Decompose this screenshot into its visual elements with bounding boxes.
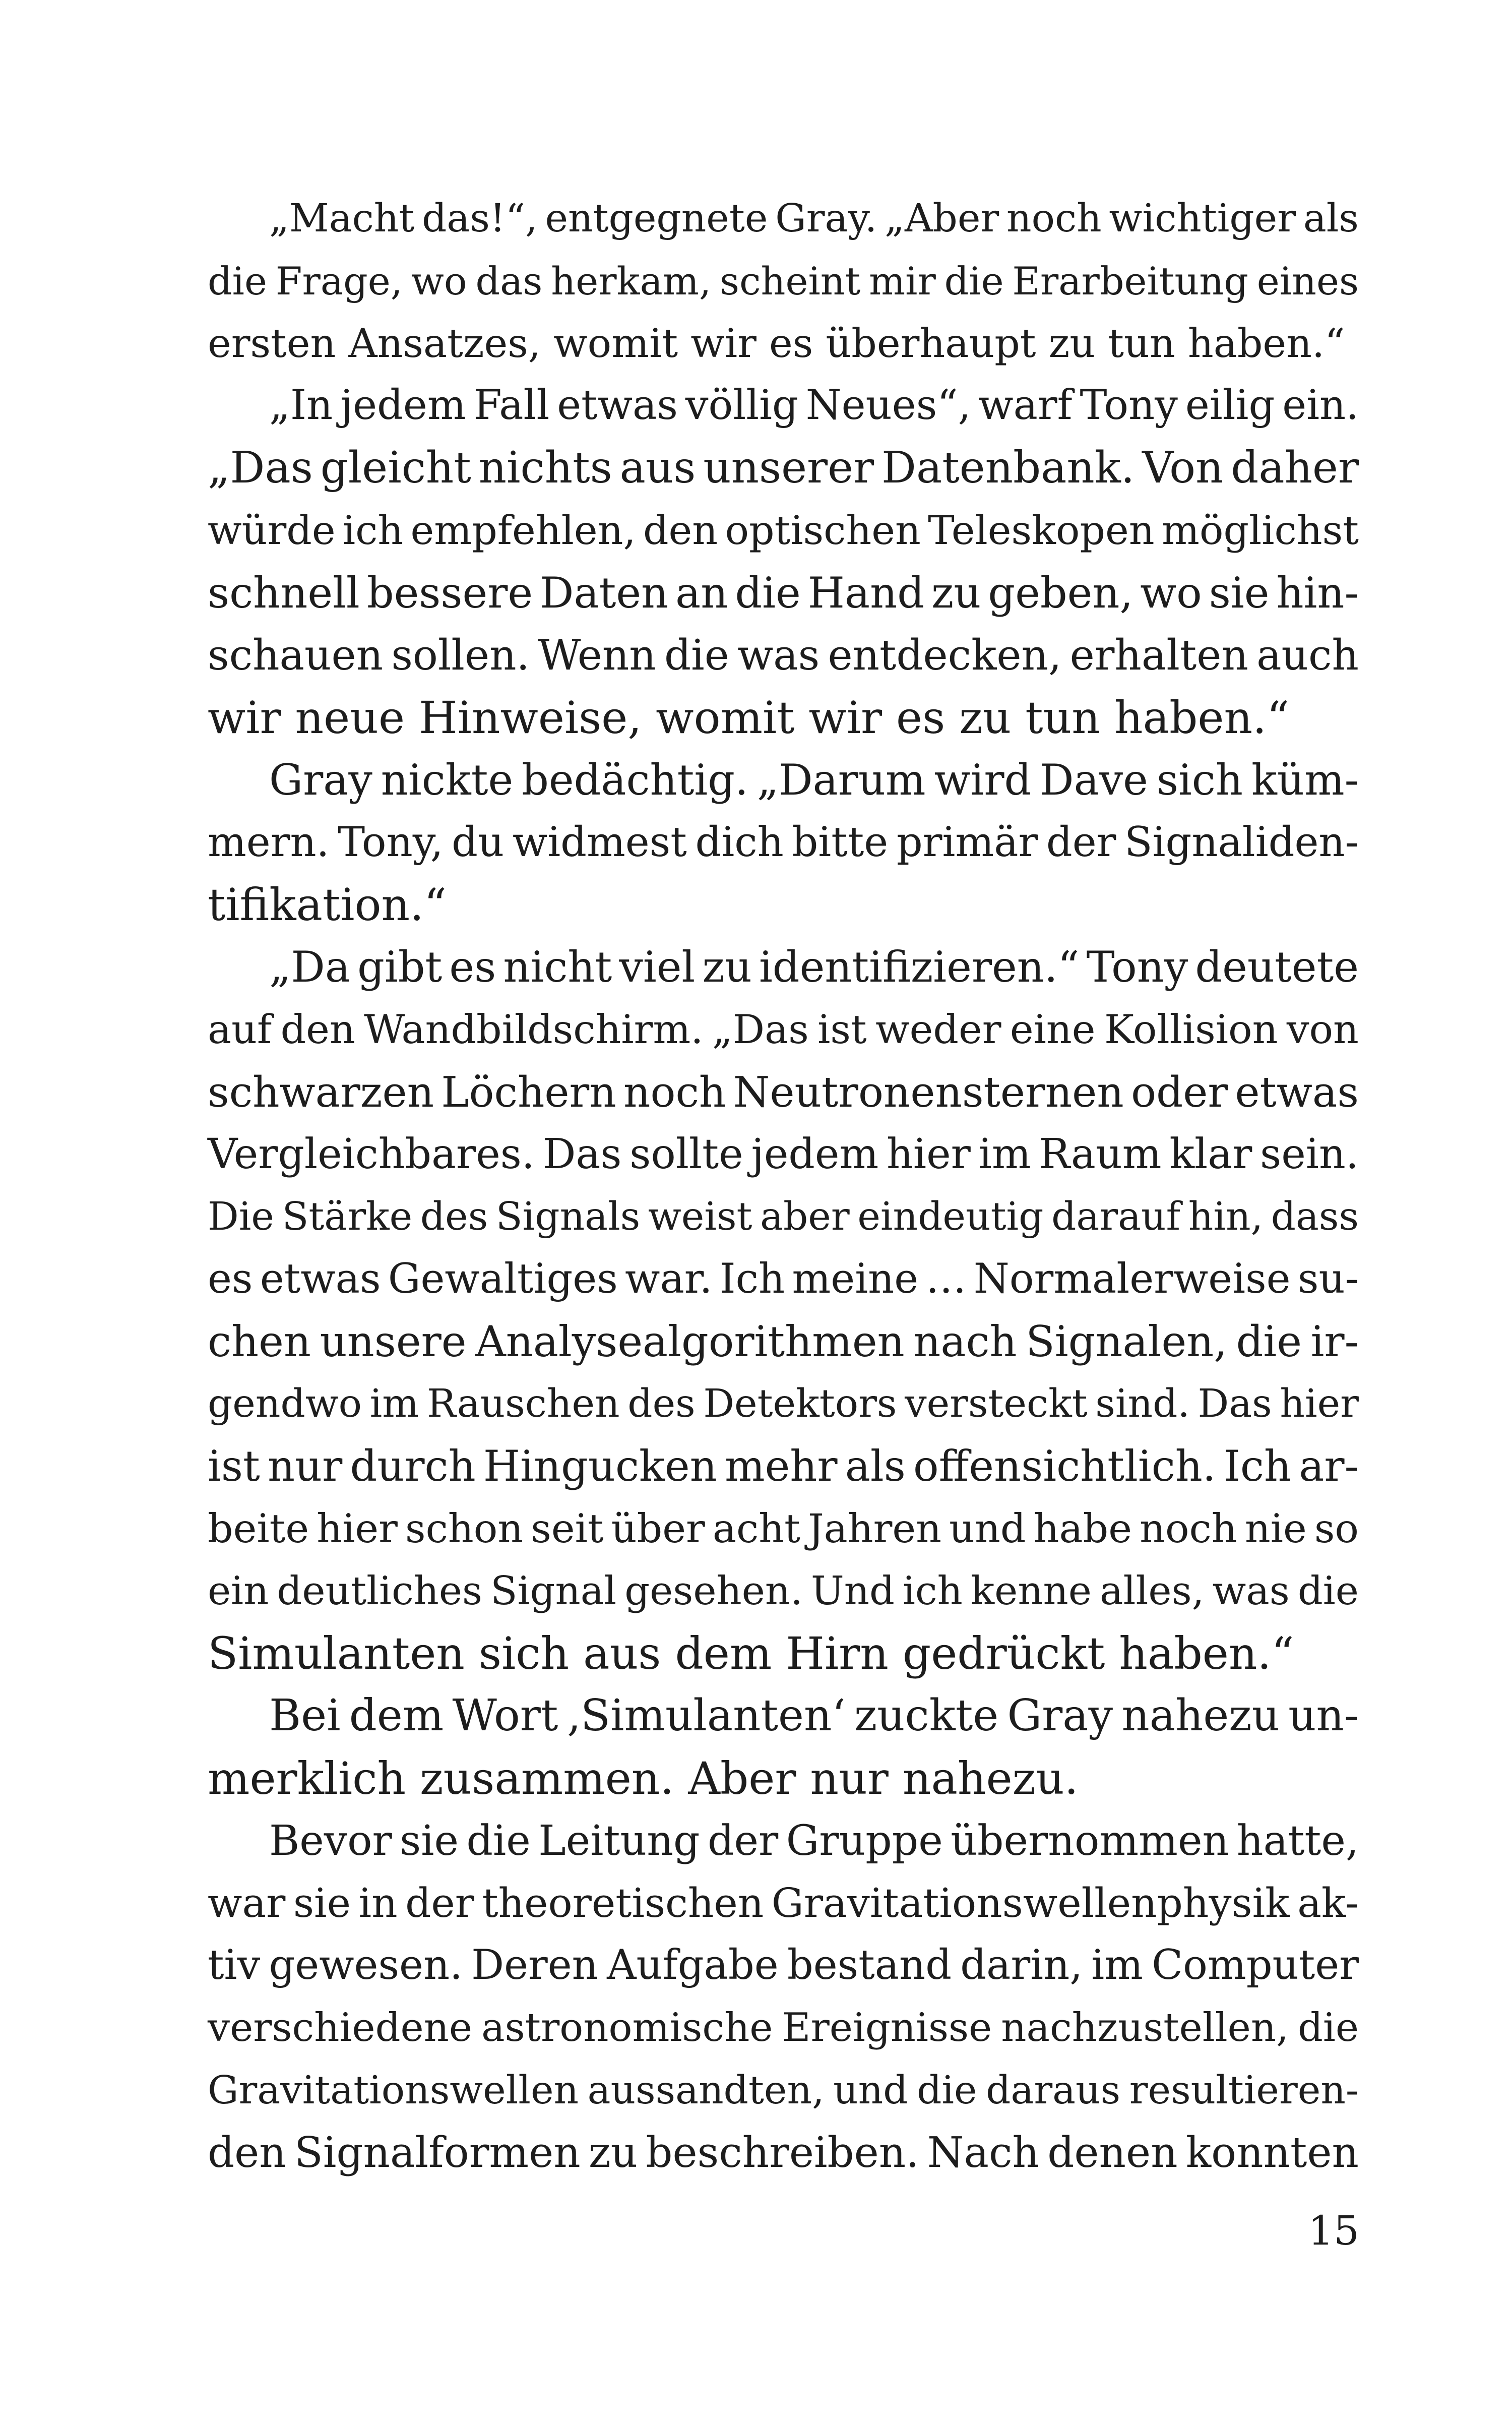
paragraph (208, 375, 1359, 749)
text-line: „Macht das!“, entgegnete Gray. „Aber noch wichtiger als (269, 196, 1359, 241)
text-line: schwarzen Löchern noch Neutronensternen oder etwas (208, 1067, 1359, 1117)
text-line: ist nur durch Hingucken mehr als offensichtlich. Ich ar- (208, 1441, 1359, 1491)
text-line: „Da gibt es nicht viel zu identifizieren.“ Tony deutete (269, 942, 1359, 992)
text-line: „In jedem Fall etwas völlig Neues“, warf Tony eilig ein. (269, 382, 1359, 430)
text-line: wir neue Hinweise, womit wir es zu tun haben.“ (208, 692, 1290, 744)
text-line: ersten Ansatzes, womit wir es überhaupt zu tun haben.“ (208, 320, 1345, 367)
text-line: tiv gewesen. Deren Aufgabe bestand darin, im Computer (208, 1942, 1359, 1989)
text-line: „Das gleicht nichts aus unserer Datenbank. Von daher (208, 443, 1359, 493)
text-line: Bei dem Wort ‚Simulanten‘ zuckte Gray nahezu un- (269, 1690, 1359, 1741)
paragraph (208, 1685, 1359, 1810)
body-text (208, 188, 1359, 2184)
text-line: mern. Tony, du widmest dich bitte primär der Signaliden- (208, 818, 1359, 866)
text-line: es etwas Gewaltiges war. Ich meine … Normalerweise su- (208, 1255, 1359, 1303)
text-line: auf den Wandbildschirm. „Das ist weder eine Kollision von (208, 1006, 1359, 1053)
text-line: die Frage, wo das herkam, scheint mir die Erarbeitung eines (208, 258, 1359, 304)
text-line: würde ich empfehlen, den optischen Teleskopen möglichst (208, 507, 1359, 554)
paragraph (208, 749, 1359, 936)
text-line: Gray nickte bedächtig. „Darum wird Dave sich küm- (269, 755, 1359, 805)
text-line: tifikation.“ (208, 879, 447, 931)
text-line: Vergleichbares. Das sollte jedem hier im Raum klar sein. (208, 1130, 1359, 1179)
text-line: Die Stärke des Signals weist aber eindeutig darauf hin, dass (208, 1194, 1359, 1239)
paragraph (208, 936, 1359, 1685)
paragraph (208, 188, 1359, 375)
text-line: Gravitationswellen aussandten, und die daraus resultieren- (208, 2068, 1359, 2113)
text-line: schnell bessere Daten an die Hand zu geben, wo sie hin- (208, 568, 1359, 618)
text-line: verschiedene astronomische Ereignisse nachzustellen, die (208, 2005, 1359, 2050)
page-number: 15 (1308, 2207, 1359, 2254)
text-line: war sie in der theoretischen Gravitationswellenphysik ak- (208, 1880, 1359, 1927)
text-line: gendwo im Rauschen des Detektors versteckt sind. Das hier (208, 1381, 1359, 1427)
text-line: merklich zusammen. Aber nur nahezu. (208, 1752, 1079, 1804)
text-line: den Signalformen zu beschreiben. Nach denen konnten (208, 2128, 1359, 2177)
text-line: chen unsere Analysealgorithmen nach Signalen, die ir- (208, 1316, 1359, 1366)
text-line: schauen sollen. Wenn die was entdecken, erhalten auch (208, 631, 1359, 680)
paragraph (208, 1810, 1359, 2185)
text-line: beite hier schon seit über acht Jahren und habe noch nie so (208, 1505, 1359, 1552)
text-line: Bevor sie die Leitung der Gruppe übernommen hatte, (269, 1817, 1359, 1865)
text-line: Simulanten sich aus dem Hirn gedrückt haben.“ (208, 1627, 1294, 1680)
text-line: ein deutliches Signal gesehen. Und ich kenne alles, was die (208, 1568, 1359, 1614)
